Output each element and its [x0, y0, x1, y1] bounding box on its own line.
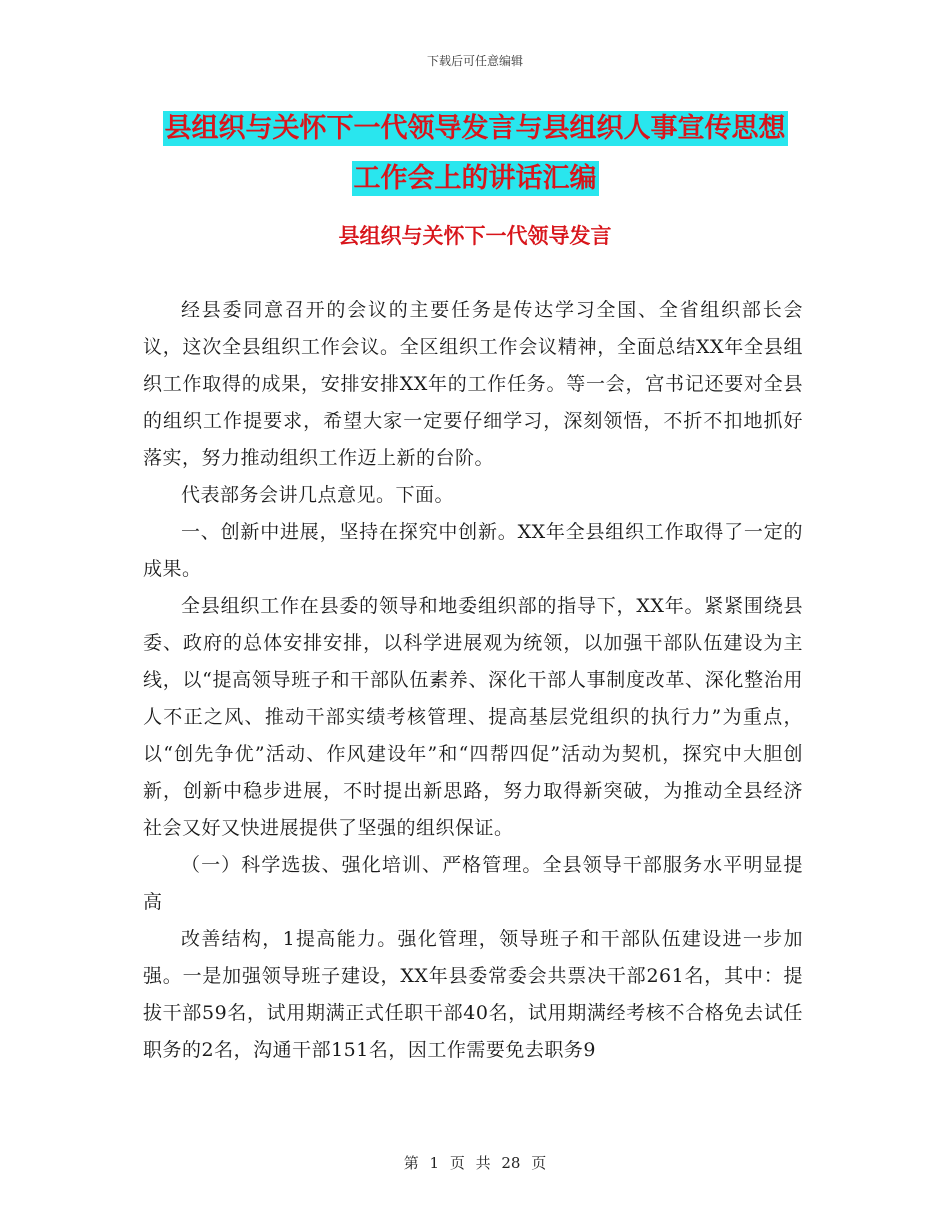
document-title-line-2: 工作会上的讲话汇编: [353, 163, 597, 194]
document-title-line-1: 县组织与关怀下一代领导发言与县组织人事宣传思想: [164, 113, 786, 144]
paragraph: 全县组织工作在县委的领导和地委组织部的指导下，XX年。紧紧围绕县委、政府的总体安排安排，以科学进展观为统领，以加强干部队伍建设为主线，以“提高领导班子和干部队伍素养、深化干部人事制度改革、深化整治用人不正之风、推动干部实绩考核管理、提高基层党组织的执行力”为重点，以“创先争优”活动、作风建设年”和“四帮四促”活动为契机，探究中大胆创新，创新中稳步进展，不时提出新思路，努力取得新突破，为推动全县经济社会又好又快进展提供了坚强的组织保证。: [143, 595, 803, 839]
paragraph: （一）科学选拔、强化培训、严格管理。全县领导干部服务水平明显提高: [143, 854, 803, 913]
paragraph: 代表部务会讲几点意见。下面。: [181, 484, 455, 506]
paragraph: 一、创新中进展，坚持在探究中创新。XX年全县组织工作取得了一定的成果。: [143, 521, 803, 580]
body-text: [143, 292, 803, 1069]
paragraph: 改善结构，1提高能力。强化管理，领导班子和干部队伍建设进一步加强。一是加强领导班子建设，XX年县委常委会共票决干部261名，其中：提拔干部59名，试用期满正式任职干部40名，试用期满经考核不合格免去试任职务的2名，沟通干部151名，因工作需要免去职务9: [143, 928, 803, 1061]
page-number: 第 1 页 共 28 页: [403, 1154, 547, 1172]
paragraph: 经县委同意召开的会议的主要任务是传达学习全国、全省组织部长会议，这次全县组织工作会议。全区组织工作会议精神，全面总结XX年全县组织工作取得的成果，安排安排XX年的工作任务。等一会，宫书记还要对全县的组织工作提要求，希望大家一定要仔细学习，深刻领悟，不折不扣地抓好落实，努力推动组织工作迈上新的台阶。: [143, 299, 803, 469]
section-heading: 县组织与关怀下一代领导发言: [338, 224, 612, 248]
document-title: [130, 104, 820, 204]
page-header-note: 下载后可任意编辑: [426, 54, 523, 68]
